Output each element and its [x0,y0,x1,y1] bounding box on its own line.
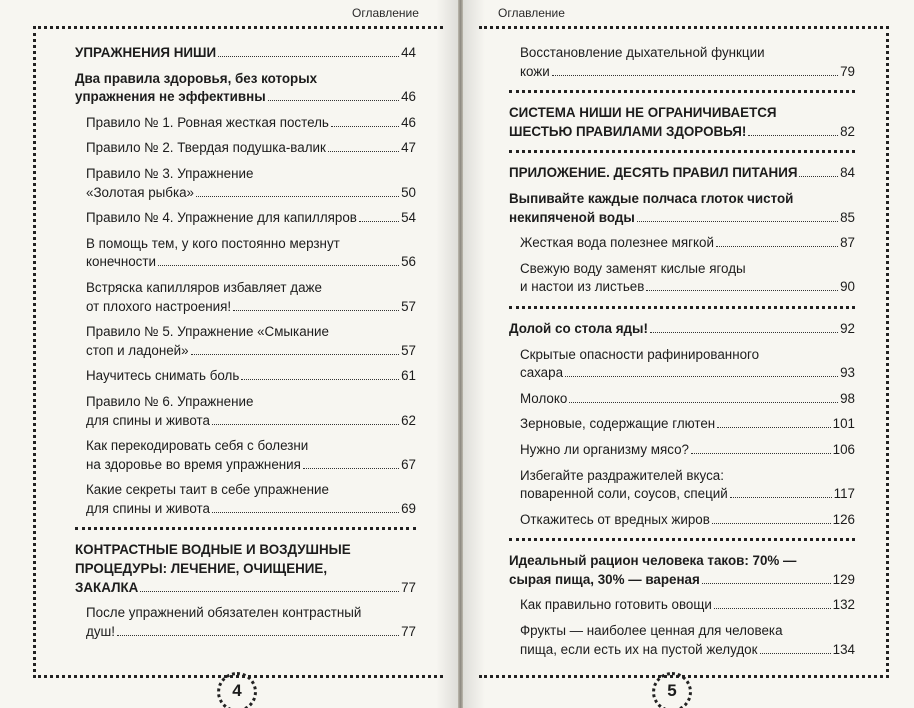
dot-leader [328,151,399,152]
toc-entry-title: Правило № 5. Упражнение «Смыкание [86,324,329,340]
toc-page-number: 61 [401,368,416,384]
toc-entry[interactable] [75,367,416,386]
toc-page-number: 134 [832,641,855,657]
dot-leader [140,591,399,592]
toc-entry-title: Жесткая вода полезнее мягкой [520,235,714,251]
dot-leader [241,379,399,380]
dot-leader [717,427,830,428]
toc-entry[interactable] [509,511,855,530]
page-number: 4 [232,681,242,700]
toc-page-number: 98 [840,390,855,406]
toc-page-number: 77 [401,623,416,639]
toc-entry-title: Правило № 4. Упражнение для капилляров [86,210,357,226]
dot-leader [233,310,399,311]
toc-entry-title: для спины и живота [86,412,210,428]
dot-leader [716,246,838,247]
toc-entry[interactable] [75,481,416,518]
dot-leader [760,653,831,654]
toc-entry-title: конечности [86,254,156,270]
dot-leader [191,354,400,355]
toc-entry[interactable] [509,415,855,434]
dot-leader [714,608,831,609]
toc-entry-title: на здоровье во время упражнения [86,456,301,472]
toc-entry[interactable] [509,234,855,253]
dot-leader [268,100,399,101]
toc-entry[interactable] [75,235,416,272]
toc-entry-title: Долой со стола яды! [509,320,648,336]
dot-leader [712,523,831,524]
toc-entry-title: Нужно ли организму мясо? [520,441,689,457]
toc-list [509,44,855,659]
section-divider [509,90,855,93]
toc-entry-title: Свежую воду заменят кислые ягоды [520,260,746,276]
dot-leader [218,56,399,57]
toc-entry[interactable] [75,165,416,202]
toc-entry-title: Выпивайте каждые полчаса глоток чистой [509,190,794,206]
toc-entry[interactable] [75,209,416,228]
toc-page-number: 47 [401,140,416,156]
dot-leader [730,497,832,498]
toc-page-number: 56 [401,254,416,270]
toc-entry-title: Зерновые, содержащие глютен [520,416,716,432]
toc-entry-title: Как правильно готовить овощи [520,597,712,613]
toc-page-number: 129 [832,571,855,587]
toc-entry[interactable] [75,279,416,316]
toc-entry-title: Встряска капилляров избавляет даже [86,279,322,295]
toc-page-number: 77 [401,579,416,595]
toc-entry-title: душ! [86,623,115,639]
toc-page-number: 93 [840,365,855,381]
toc-page-number: 85 [840,209,855,225]
toc-entry[interactable] [75,139,416,158]
dot-leader [359,221,399,222]
dot-leader [799,176,838,177]
dot-leader [702,583,831,584]
toc-entry[interactable] [75,541,416,597]
toc-entry-title: Правило № 3. Упражнение [86,165,254,181]
dot-leader [303,468,399,469]
section-divider [509,150,855,153]
toc-page-number: 57 [401,298,416,314]
toc-entry-title: Фрукты — наиболее ценная для человека [520,623,783,639]
toc-entry-title: Правило № 6. Упражнение [86,393,254,409]
toc-entry[interactable] [75,114,416,133]
toc-page-number: 126 [832,511,855,527]
dot-leader [650,332,838,333]
toc-entry-title: В помощь тем, у кого постоянно мерзнут [86,235,340,251]
toc-entry-title: Восстановление дыхательной функции [520,45,765,60]
toc-entry-title: УПРАЖНЕНИЯ НИШИ [75,45,217,60]
toc-entry-title: и настои из листьев [520,279,645,295]
dot-leader [552,75,838,76]
toc-entry[interactable] [75,70,416,107]
toc-entry[interactable] [509,596,855,615]
toc-entry-title: ШЕСТЬЮ ПРАВИЛАМИ ЗДОРОВЬЯ! [509,123,747,139]
toc-page-number: 54 [401,210,416,226]
page-number-badge [652,672,698,708]
toc-entry[interactable] [509,346,855,383]
toc-entry-title: «Золотая рыбка» [86,184,194,200]
toc-entry[interactable] [509,552,855,589]
section-divider [509,306,855,309]
toc-entry-title: Какие секреты таит в себе упражнение [86,482,329,498]
toc-page-number: 46 [401,114,416,130]
dot-leader [212,424,399,425]
dot-leader [212,512,399,513]
right-page [463,0,914,708]
page-number: 5 [667,681,677,700]
toc-entry-title: ПРИЛОЖЕНИЕ. ДЕСЯТЬ ПРАВИЛ ПИТАНИЯ [509,165,798,181]
toc-entry-title: от плохого настроения! [86,298,232,314]
toc-entry-title: сырая пища, 30% — вареная [509,571,700,587]
dot-leader [637,221,838,222]
toc-page-number: 46 [401,89,416,105]
toc-page-number: 82 [840,123,855,139]
toc-entry-title: Избегайте раздражителей вкуса: [520,467,724,483]
running-header: Оглавление [498,6,565,20]
toc-page-number: 69 [401,500,416,516]
toc-entry[interactable] [75,323,416,360]
section-divider [509,538,855,541]
dot-leader [331,126,399,127]
toc-entry-title: ЗАКАЛКА [75,579,139,595]
toc-entry-title: Правило № 2. Твердая подушка-валик [86,140,326,156]
toc-entry[interactable] [509,260,855,297]
toc-page-number: 132 [832,597,855,613]
dot-leader [196,196,399,197]
toc-entry-title: Скрытые опасности рафинированного [520,346,760,362]
toc-entry-title: упражнения не эффективны [75,89,266,105]
toc-entry-title: Как перекодировать себя с болезни [86,438,309,454]
toc-entry-title: Идеальный рацион человека таков: 70% — [509,553,797,569]
toc-entry-title: некипяченой воды [509,209,635,225]
toc-entry-title: ПРОЦЕДУРЫ: ЛЕЧЕНИЕ, ОЧИЩЕНИЕ, [75,561,328,577]
toc-entry-title: поваренной соли, соусов, специй [520,486,728,502]
toc-list [75,44,416,641]
toc-entry-title: пища, если есть их на пустой желудок [520,641,758,657]
toc-page-number: 67 [401,456,416,472]
toc-entry-title: КОНТРАСТНЫЕ ВОДНЫЕ И ВОЗДУШНЫЕ [75,542,351,558]
toc-page-number: 101 [832,416,855,432]
toc-entry-title: СИСТЕМА НИШИ НЕ ОГРАНИЧИВАЕТСЯ [509,105,777,121]
toc-entry[interactable] [75,437,416,474]
toc-entry-title: Правило № 1. Ровная жесткая постель [86,114,329,130]
toc-entry[interactable] [509,190,855,227]
dot-leader [117,635,399,636]
toc-entry[interactable] [75,604,416,641]
dot-leader [569,402,838,403]
toc-entry[interactable] [75,44,416,63]
toc-entry-title: сахара [520,365,564,381]
toc-page-number: 50 [401,184,416,200]
toc-entry[interactable] [509,320,855,339]
toc-entry[interactable] [509,390,855,409]
toc-page-number: 57 [401,342,416,358]
toc-page-number: 44 [401,45,416,60]
toc-entry-title: Откажитесь от вредных жиров [520,511,710,527]
dot-leader [565,376,838,377]
dot-leader [748,135,838,136]
toc-entry-title: для спины и живота [86,500,210,516]
toc-page-number: 106 [832,441,855,457]
toc-entry-title: кожи [520,63,550,79]
dot-leader [646,290,838,291]
toc-entry[interactable] [509,164,855,183]
toc-entry[interactable] [509,467,855,504]
toc-page-number: 87 [840,235,855,251]
page-number-badge [217,672,263,708]
running-header: Оглавление [352,6,419,20]
toc-entry-title: После упражнений обязателен контрастный [86,605,362,621]
toc-entry[interactable] [75,393,416,430]
toc-page-number: 117 [833,486,855,502]
toc-entry-title: Научитесь снимать боль [86,368,240,384]
toc-entry[interactable] [509,104,855,141]
toc-entry-title: Два правила здоровья, без которых [75,70,318,86]
toc-entry[interactable] [509,441,855,460]
toc-page-number: 92 [840,320,855,336]
toc-entry[interactable] [509,622,855,659]
toc-entry-title: Молоко [520,390,568,406]
dot-leader [158,265,399,266]
dot-leader [691,453,831,454]
toc-entry[interactable] [509,44,855,81]
toc-page-number: 84 [840,165,855,181]
toc-entry-title: стоп и ладоней» [86,342,189,358]
toc-page-number: 79 [840,63,855,79]
toc-page-number: 90 [840,279,855,295]
toc-page-number: 62 [401,412,416,428]
section-divider [75,527,416,530]
